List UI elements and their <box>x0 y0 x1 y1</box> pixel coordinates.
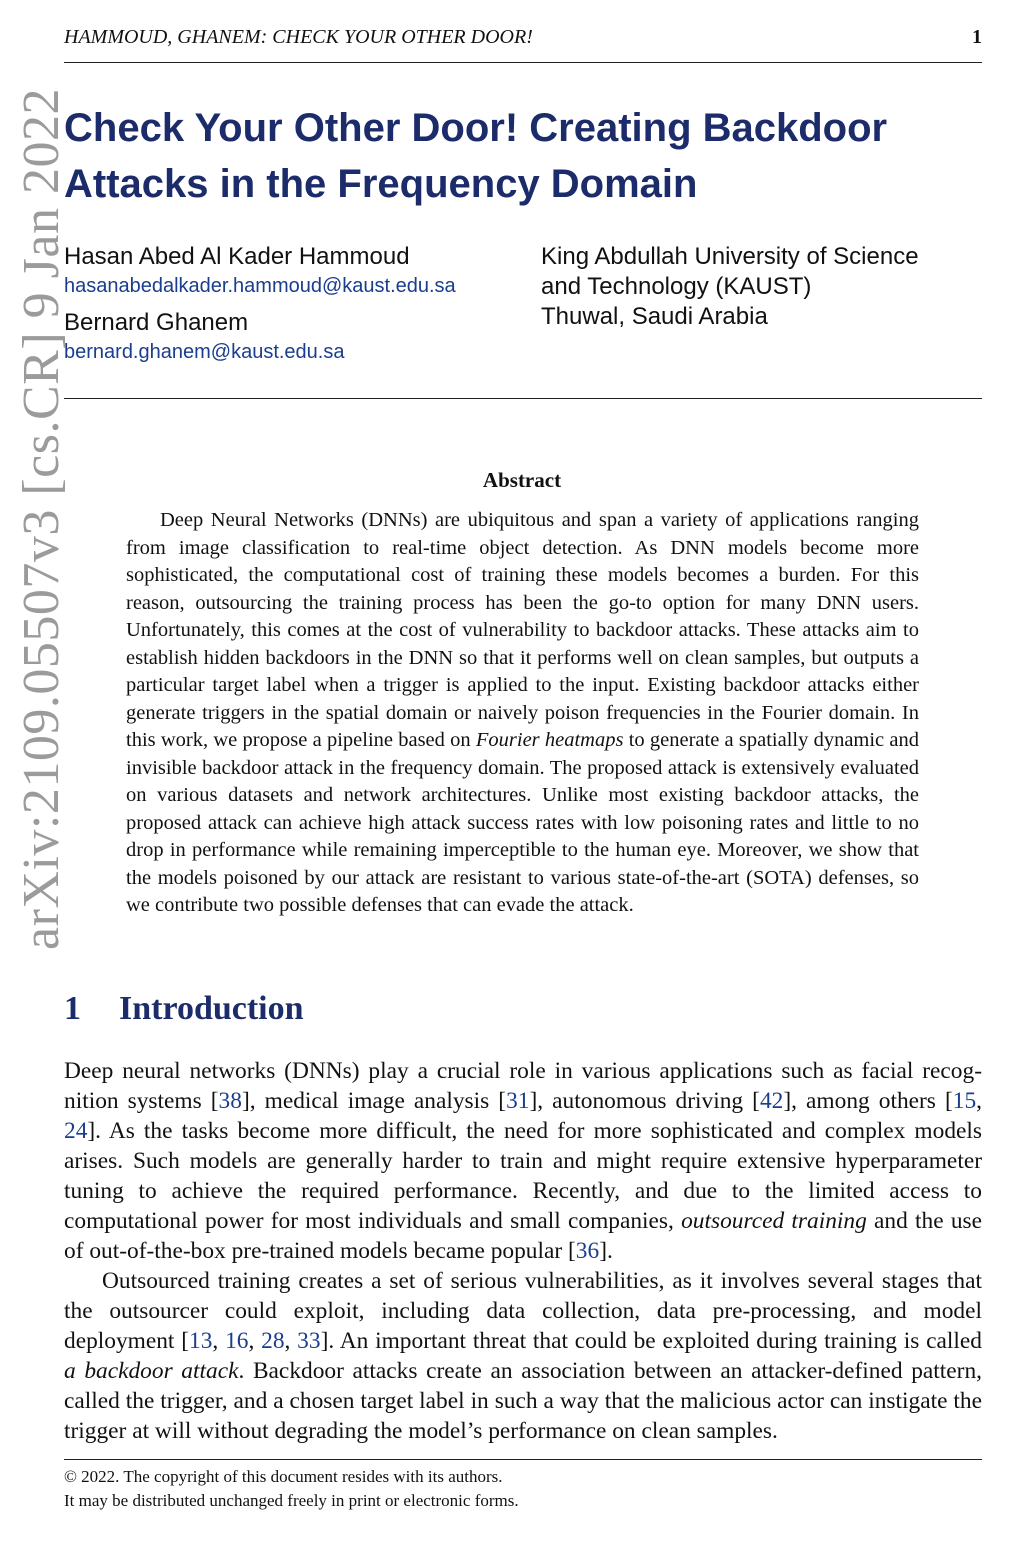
citation-link[interactable]: 15 <box>952 1088 977 1114</box>
section-title: Introduction <box>119 990 304 1027</box>
author-email-link[interactable]: bernard.ghanem@kaust.edu.sa <box>64 341 345 363</box>
running-head-text: HAMMOUD, GHANEM: CHECK YOUR OTHER DOOR! <box>64 26 533 48</box>
affiliation-line: King Abdullah University of Science <box>541 243 919 270</box>
citation-link[interactable]: 28 <box>261 1328 285 1354</box>
author-name: Hasan Abed Al Kader Hammoud <box>64 243 410 270</box>
section-heading <box>64 990 304 1028</box>
footnote-line: © 2022. The copyright of this document resides with its authors. <box>64 1467 503 1486</box>
citation-link[interactable]: 33 <box>297 1328 321 1354</box>
paper-title <box>64 100 994 212</box>
citation-link[interactable]: 42 <box>759 1088 784 1114</box>
intro-emphasis: outsourced training <box>681 1208 867 1234</box>
abstract-text: Deep Neural Networks (DNNs) are ubiquitous and span a variety of applications ranging from image classification to real-time object detection. As DNN models become more sophisticated, the computational cost of training these models becomes a burden. For this reason, outsourcing the training process has been the go-to option for many DNN users. Unfortunately, this comes at the cost of vulnerability to backdoor attacks. These attacks aim to establish hidden backdoors in the DNN so that it performs well on clean samples, but outputs a particular target label when a trigger is applied to the input. Existing backdoor attacks either generate triggers in the spatial domain or naively poison frequencies in the Fourier domain. In this work, we propose a pipeline based on Fourier heatmaps to generate a spatially dynamic and invisible backdoor attack in the frequency domain. The proposed attack is extensively evaluated on various datasets and network architectures. Unlike most existing backdoor attacks, the proposed attack can achieve high attack success rates with low poisoning rates and little to no drop in performance while remaining imperceptible to the human eye. Moreover, we show that the models poisoned by our attack are resistant to various state-of-the-art (SOTA) defenses, so we contribute two possible defenses that can evade the attack. <box>126 509 919 916</box>
title-block-rule <box>64 398 982 399</box>
introduction-body <box>64 1056 982 1446</box>
citation-link[interactable]: 24 <box>64 1118 88 1144</box>
footnote-rule <box>64 1459 982 1460</box>
citation-link[interactable]: 36 <box>575 1238 600 1264</box>
author-email-link[interactable]: hasanabedalkader.hammoud@kaust.edu.sa <box>64 275 456 297</box>
citation-link[interactable]: 38 <box>218 1088 242 1114</box>
footnote-line: It may be distributed unchanged freely in print or electronic forms. <box>64 1491 519 1510</box>
affiliation-line: and Technology (KAUST) <box>541 273 812 300</box>
intro-paragraph: Outsourced training creates a set of serious vulnerabilities, as it involves several stages that the outsourcer could exploit, including data collection, data pre-processing, and model deployment [13, 16, 28, 33]. An important threat that could be exploited during training is called a backdoor attack. Backdoor attacks create an association between an attacker-defined pattern, called the trigger, and a chosen target label in such a way that the malicious actor can instigate the trigger at will without degrading the model’s performance on clean samples. <box>64 1268 982 1444</box>
copyright-footnote <box>64 1465 982 1513</box>
author-block <box>64 242 534 374</box>
title-line-1: Check Your Other Door! Creating Backdoor <box>64 106 888 150</box>
abstract-emphasis: Fourier heatmaps <box>475 729 624 751</box>
page-number: 1 <box>972 26 982 48</box>
section-number: 1 <box>64 990 81 1027</box>
citation-link[interactable]: 31 <box>506 1088 530 1114</box>
affiliation <box>541 242 981 332</box>
intro-paragraph: Deep neural networks (DNNs) play a crucial role in various applications such as facial recognition systems [38], medical image analysis [31], autonomous driving [42], among others [15, 24]. As the tasks become more difficult, the need for more sophisticated and complex models arises. Such models are generally harder to train and might require extensive hyperparameter tuning to achieve the required performance. Recently, and due to the limited access to computational power for most individuals and small companies, outsourced training and the use of out-of-the-box pre-trained models became popular [36]. <box>64 1058 982 1264</box>
citation-link[interactable]: 13 <box>189 1328 213 1354</box>
abstract-heading: Abstract <box>482 468 562 492</box>
header-rule <box>64 62 982 63</box>
affiliation-line: Thuwal, Saudi Arabia <box>541 303 768 330</box>
citation-link[interactable]: 16 <box>225 1328 249 1354</box>
intro-emphasis: a backdoor attack <box>64 1358 239 1384</box>
title-line-2: Attacks in the Frequency Domain <box>64 162 698 206</box>
running-head <box>64 26 982 49</box>
author-name: Bernard Ghanem <box>64 309 249 336</box>
arxiv-stamp: arXiv:2109.05507v3 [cs.CR] 9 Jan 2022 <box>13 88 70 950</box>
